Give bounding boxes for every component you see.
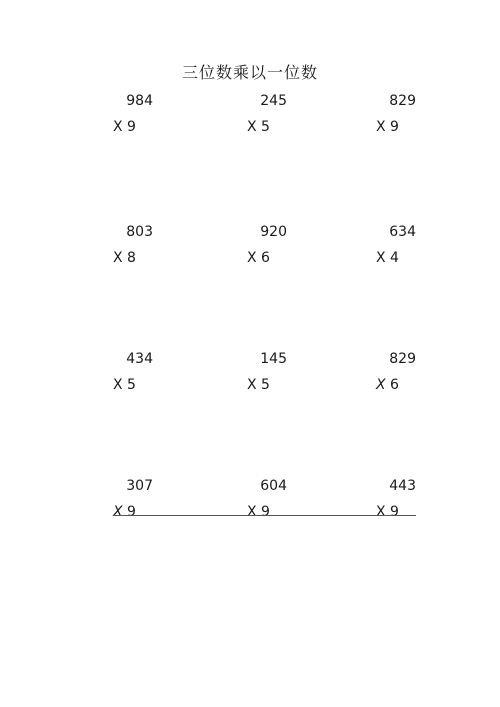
multiplier-row: [376, 118, 399, 136]
multiplier-row: [113, 249, 136, 267]
multiplier-row: [247, 118, 270, 136]
multiplicand: 245: [260, 93, 287, 109]
times-sign: X: [247, 377, 257, 393]
times-sign: X: [113, 377, 123, 393]
multiplier: 9: [261, 504, 270, 520]
multiplication-problem: [113, 477, 153, 523]
times-sign: X: [113, 119, 123, 135]
multiplication-problem: [376, 223, 416, 269]
multiplication-problem: [376, 350, 416, 396]
page-title: 三位数乘以一位数: [181, 63, 318, 82]
multiplication-problem: [113, 350, 153, 396]
multiplier: 9: [390, 119, 399, 135]
multiplier: 5: [261, 377, 270, 393]
multiplier-row: [247, 376, 270, 394]
multiplier: 9: [127, 119, 136, 135]
multiplier-row: [376, 249, 399, 267]
multiplier-row: [113, 118, 136, 136]
multiplier: 9: [127, 504, 136, 520]
answer-rule-line: [113, 515, 416, 516]
times-sign: X: [376, 119, 386, 135]
multiplication-problem: [113, 92, 153, 138]
times-sign: X: [376, 504, 386, 520]
multiplier: 5: [261, 119, 270, 135]
multiplication-problem: [247, 477, 287, 523]
times-sign: X: [247, 250, 257, 266]
multiplier-row: [247, 503, 270, 521]
multiplicand: 604: [260, 478, 287, 494]
times-sign: X: [376, 377, 386, 393]
times-sign: X: [247, 119, 257, 135]
multiplicand: 145: [260, 351, 287, 367]
multiplier: 8: [127, 250, 136, 266]
multiplication-problem: [113, 223, 153, 269]
times-sign: X: [376, 250, 386, 266]
multiplier-row: [376, 376, 399, 394]
multiplier: 6: [261, 250, 270, 266]
times-sign: X: [247, 504, 257, 520]
multiplicand: 984: [126, 93, 153, 109]
multiplicand: 434: [126, 351, 153, 367]
multiplicand: 634: [389, 224, 416, 240]
multiplicand: 803: [126, 224, 153, 240]
multiplier: 6: [390, 377, 399, 393]
multiplier-row: [376, 503, 399, 521]
multiplier: 4: [390, 250, 399, 266]
multiplicand: 829: [389, 93, 416, 109]
multiplicand: 920: [260, 224, 287, 240]
multiplication-problem: [376, 477, 416, 523]
multiplier: 9: [390, 504, 399, 520]
times-sign: X: [113, 504, 123, 520]
multiplicand: 443: [389, 478, 416, 494]
multiplication-problem: [247, 92, 287, 138]
multiplication-problem: [376, 92, 416, 138]
multiplicand: 829: [389, 351, 416, 367]
multiplier-row: [113, 376, 136, 394]
times-sign: X: [113, 250, 123, 266]
multiplier: 5: [127, 377, 136, 393]
multiplication-problem: [247, 223, 287, 269]
multiplication-problem: [247, 350, 287, 396]
multiplier-row: [247, 249, 270, 267]
multiplicand: 307: [126, 478, 153, 494]
multiplier-row: [113, 503, 136, 521]
